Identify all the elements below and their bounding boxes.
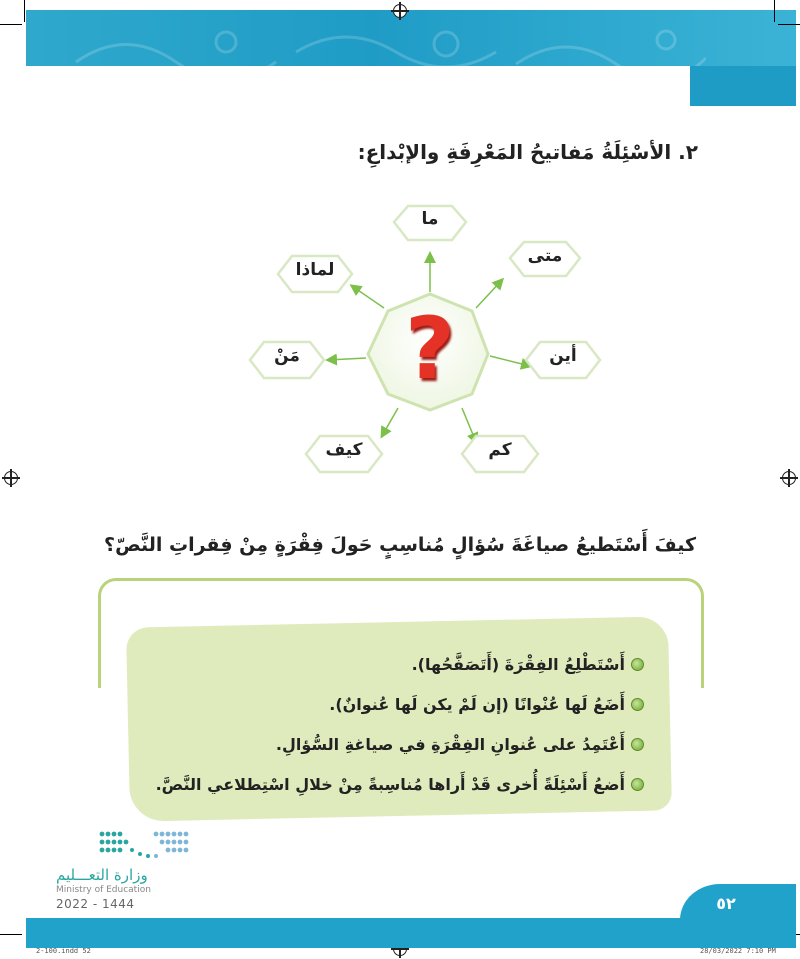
list-item: أَسْتَطْلِعُ الفِقْرَةَ (أَتَصَفَّحُها).	[156, 644, 644, 684]
word-mata: متى	[527, 246, 563, 266]
arrow	[476, 280, 502, 308]
crop-mark	[0, 934, 22, 935]
ministry-logo-icon	[96, 824, 196, 864]
print-slug-date: 28/03/2022 7:10 PM	[700, 947, 776, 955]
steps-list	[156, 644, 644, 804]
arrow	[352, 286, 384, 308]
crop-mark	[0, 24, 22, 25]
crop-mark	[24, 0, 25, 22]
ministry-name-english: Ministry of Education	[56, 885, 151, 895]
registration-mark-icon	[4, 471, 18, 485]
question-mark-icon: ?	[405, 299, 455, 399]
bullet-icon	[631, 698, 644, 711]
header-band	[26, 10, 796, 66]
section-heading: ٢. الأسْئِلَةُ مَفاتيحُ المَعْرِفَةِ والإبْداعِ:	[357, 140, 698, 164]
crop-mark	[778, 24, 800, 25]
footer-band	[26, 918, 796, 948]
word-man: مَنْ	[274, 346, 300, 366]
list-item: أَضعُ أَسْئِلَةً أُخرى قَدْ أَراها مُناسِبةً مِنْ خلالِ اسْتِطلاعي النَّصَّ.	[156, 764, 644, 804]
word-kam: كم	[488, 440, 512, 460]
registration-mark-icon	[782, 471, 796, 485]
ministry-name-arabic: وزارة التعـــليم	[56, 866, 148, 884]
registration-mark-icon	[393, 4, 407, 18]
arrow	[490, 356, 530, 366]
word-ma: ما	[421, 209, 439, 229]
edition-year: 2022 - 1444	[56, 897, 135, 911]
print-slug-file: 2-100.indd 52	[36, 947, 91, 955]
question-text: كيفَ أَسْتَطيعُ صياغَةَ سُؤالٍ مُناسِبٍ حَولَ فِقْرَةٍ مِنْ فِقراتِ النَّصّ؟	[104, 534, 696, 556]
crop-mark	[774, 0, 775, 22]
header-band-tab	[690, 66, 796, 106]
page-number: ٥٢	[716, 894, 736, 913]
word-ayna: أين	[549, 346, 577, 366]
bullet-icon	[631, 658, 644, 671]
bullet-icon	[631, 738, 644, 751]
arrow	[328, 358, 366, 360]
question-words-diagram	[240, 196, 620, 486]
list-item: أَضَعُ لَها عُنْوانًا (إن لَمْ يكن لَها عُنوانٌ).	[156, 684, 644, 724]
arrow	[382, 408, 398, 436]
calligraphy-pattern	[66, 22, 706, 74]
word-kayfa: كيف	[325, 440, 363, 460]
word-limatha: لماذا	[295, 260, 335, 280]
list-item: أَعْتَمِدُ على عُنوانِ الفِقْرَةِ في صياغةِ السُّؤالِ.	[156, 724, 644, 764]
bullet-icon	[631, 778, 644, 791]
